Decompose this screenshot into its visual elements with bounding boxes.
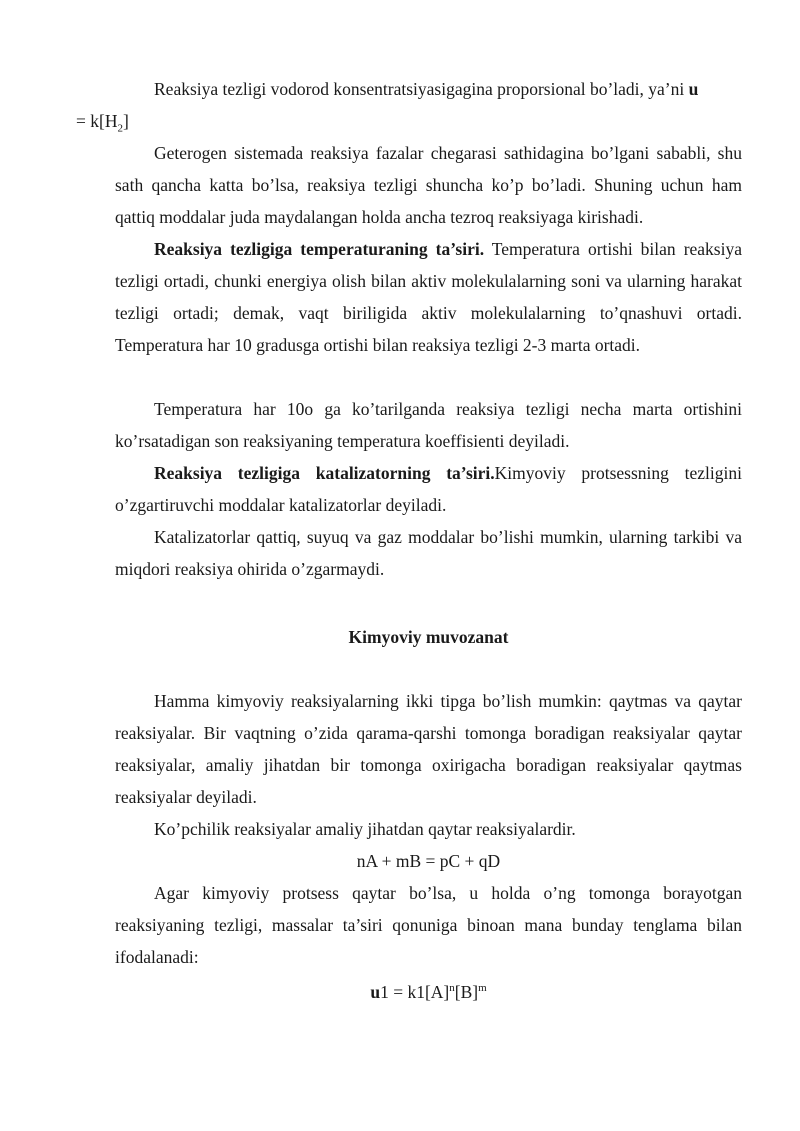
formula-part: ] — [122, 111, 129, 131]
paragraph-temperature-effect — [115, 233, 742, 361]
rate-formula — [76, 111, 129, 135]
equation-rate-law — [115, 976, 742, 1008]
paragraph-catalysts: Katalizatorlar qattiq, suyuq va gaz moddalar bo’lishi mumkin, ularning tarkibi va miqdori reaksiya ohirida o’zgarmaydi. — [115, 527, 742, 579]
formula-part: = k[H — [76, 111, 118, 131]
paragraph-reaction-types: Hamma kimyoviy reaksiyalarning ikki tipga bo’lish mumkin: qaytmas va qaytar reaksiyalar. Bir vaqtning o’zida qarama-qarshi tomonga boradigan reaksiyalar qaytar reaksiyalar, amaliy jihatdan bir tomonga oxirigacha boradigan reaksiyalar qaytmas reaksiyalar deyiladi. — [115, 691, 742, 807]
paragraph-temperature-coefficient: Temperatura har 10o ga ko’tarilganda reaksiya tezligi necha marta ortishini ko’rsatadigan son reaksiyaning temperatura koeffisienti deyiladi. — [115, 399, 742, 451]
section-title-catalyst: Reaksiya tezligiga katalizatorning ta’siri. — [154, 463, 495, 483]
paragraph-heterogeneous: Geterogen sistemada reaksiya fazalar chegarasi sathidagina bo’lgani sababli, shu sath qancha katta bo’lsa, reaksiya tezligi shuncha ko’p bo’ladi. Shuning uchun ham qattiq moddalar juda maydalangan holda ancha tezroq reaksiyaga kirishadi. — [115, 143, 742, 227]
formula-superscript: m — [478, 982, 487, 995]
equation-reaction: nA + mB = pC + qD — [356, 851, 501, 871]
section-title-temperature: Reaksiya tezligiga temperaturaning ta’siri. — [154, 239, 485, 259]
heading-text: Kimyoviy muvozanat — [348, 627, 509, 647]
rate-symbol: u — [370, 982, 381, 1002]
formula-part: 1 = k1[A] — [380, 982, 450, 1002]
paragraph-catalyst-effect — [115, 457, 742, 521]
rate-symbol: u — [688, 79, 699, 99]
formula-superscript: n — [449, 982, 455, 995]
paragraph-text: Reaksiya tezligi vodorod konsentratsiyasigagina proporsional bo’ladi, ya’ni — [154, 79, 689, 99]
formula-subscript: 2 — [117, 122, 123, 135]
paragraph-rate-hydrogen — [76, 73, 742, 137]
formula-part: [B] — [454, 982, 479, 1002]
paragraph-text: Temperatura ortishi bilan reaksiya tezligi ortadi, chunki energiya olish bilan aktiv molekulalarning soni va ularning harakat tezligi ortadi; demak, vaqt biriligida aktiv molekulalarning to’qnashuvi ortadi. Temperatura har 10 gradusga ortishi bilan reaksiya tezligi 2-3 marta ortadi. — [115, 239, 742, 355]
paragraph-reversible: Ko’pchilik reaksiyalar amaliy jihatdan qaytar reaksiyalardir. — [154, 819, 576, 839]
paragraph-mass-action: Agar kimyoviy protsess qaytar bo’lsa, u holda o’ng tomonga borayotgan reaksiyaning tezligi, massalar ta’siri qonuniga binoan mana bunday tenglama bilan ifodalanadi: — [115, 883, 742, 967]
paragraph-text: Kimyoviy protsessning tezligini o’zgartiruvchi moddalar katalizatorlar deyiladi. — [115, 463, 742, 515]
section-heading — [115, 621, 742, 653]
